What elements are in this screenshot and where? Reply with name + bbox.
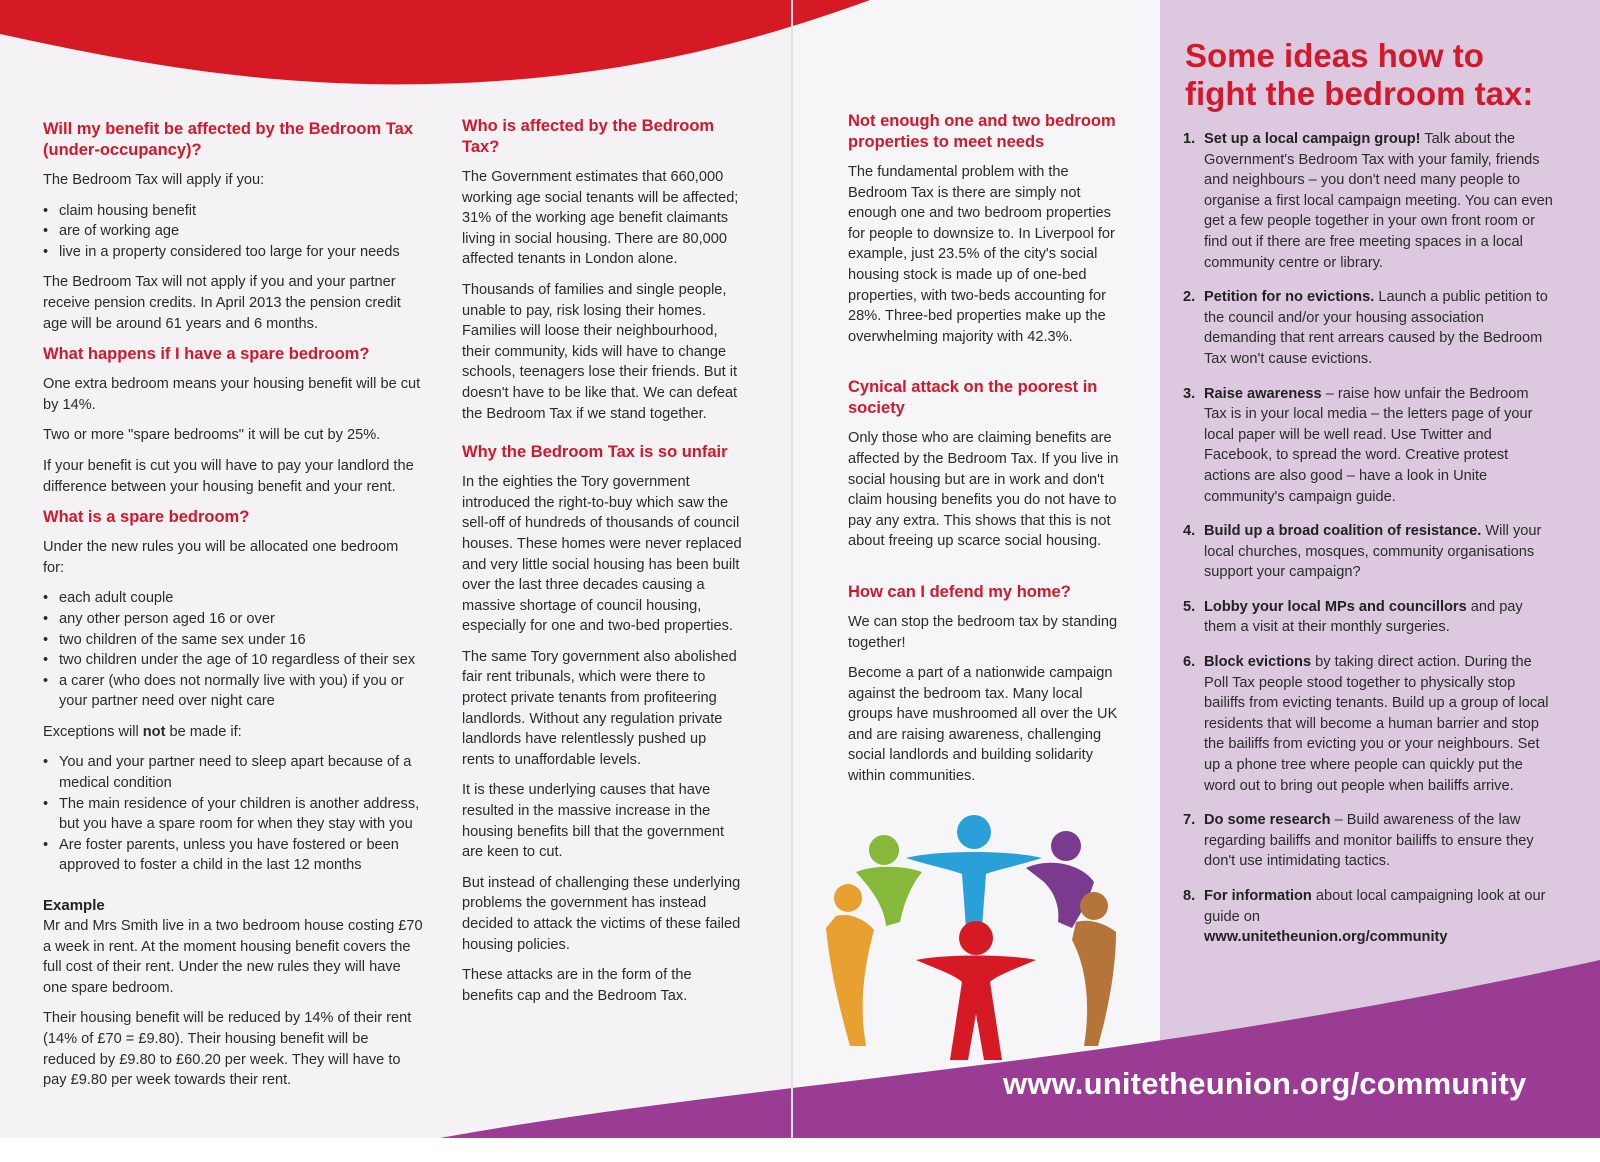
paragraph: The Bedroom Tax will not apply if you and your partner receive pension credits. In April 2013 the pension credit age will be around 61 years and 6 months. [43, 274, 401, 332]
allocated-bedroom-list [43, 588, 423, 712]
paragraph: Under the new rules you will be allocated one bedroom for: [43, 539, 399, 576]
idea-item: 4. Build up a broad coalition of resistance. Will your local churches, mosques, community organisations support your campaign? [1183, 523, 1542, 581]
list-item: • live in a property considered too large for your needs [59, 242, 423, 263]
paragraph: The Bedroom Tax will apply if you: [43, 172, 265, 188]
figure-green [856, 835, 922, 926]
idea-item: 2. Petition for no evictions. Launch a public petition to the council and/or your housing association demanding that rent arrears caused by the Bedroom Tax won't cause evictions. [1183, 289, 1548, 367]
figure-red [916, 921, 1036, 1060]
paragraph: In the eighties the Tory government introduced the right-to-buy which saw the sell-off of hundreds of thousands of council houses. These homes were never replaced and very little social housing has been built over the last three decades causing a massive shortage of council housing, especially for one and two-bed properties. [462, 474, 742, 635]
list-item: • The main residence of your children is another address, but you have a spare room for when they stay with you [59, 794, 423, 835]
list-item: • are of working age [59, 221, 423, 242]
community-circle-illustration [826, 810, 1126, 1070]
paragraph: It is these underlying causes that have resulted in the massive increase in the housing benefits bill that the government are keen to cut. [462, 782, 725, 861]
heading-who-affected: Who is affected by the Bedroom Tax? [462, 117, 715, 156]
figure-blue [906, 815, 1042, 928]
idea-item: 5. Lobby your local MPs and councillors and pay them a visit at their monthly surgeries. [1183, 598, 1523, 636]
exceptions-list [43, 752, 423, 876]
column-2 [462, 116, 742, 1016]
column-3 [848, 111, 1126, 797]
idea-item: 3. Raise awareness – raise how unfair the Bedroom Tax is in your local media – the letters page of your local paper will be well read. Use Twitter and Facebook, to spread the word. Creative protest actions are also good – have a look in Unite community's campaign guide. [1183, 385, 1533, 505]
paragraph: The Government estimates that 660,000 working age social tenants will be affected; 31% of the working age benefit claimants living in social housing. There are 80,000 affected tenants in London alone. [462, 169, 739, 268]
example-paragraph: Mr and Mrs Smith live in a two bedroom house costing £70 a week in rent. At the moment housing benefit covers the full cost of their rent. Under the new rules they will have one spare bedroom. [43, 918, 423, 996]
heading-cynical-attack: Cynical attack on the poorest in society [848, 378, 1098, 418]
footer-url-link[interactable]: www.unitetheunion.org/community [1003, 1066, 1527, 1101]
ideas-title: Some ideas how to fight the bedroom tax: [1185, 37, 1534, 112]
heading-what-is-spare-bedroom: What is a spare bedroom? [43, 508, 250, 527]
community-guide-link[interactable]: www.unitetheunion.org/community [1204, 929, 1448, 946]
paragraph: But instead of challenging these underlying problems the government has instead decided to attack the victims of these failed housing policies. [462, 874, 741, 953]
apply-if-list [43, 201, 423, 263]
figure-orange [826, 884, 874, 1046]
heading-benefit-affected: Will my benefit be affected by the Bedroom Tax (under-occupancy)? [43, 120, 413, 159]
ideas-list [1183, 129, 1553, 948]
column-4-ideas [1183, 37, 1553, 962]
paragraph: The fundamental problem with the Bedroom Tax is there are simply not enough one and two bedroom properties for people to downsize to. In Liverpool for example, just 23.5% of the city's social housing stock is made up of one-bed properties, with two-beds accounting for 28%. Three-bed properties make up the overwhelming majority with 42.3%. [848, 164, 1115, 345]
example-paragraph: Their housing benefit will be reduced by 14% of their rent (14% of £70 = £9.80). Their housing benefit will be reduced by £9.80 to £60.20 per week. They will have to pay £9.80 per week towards their rent. [43, 1010, 412, 1089]
heading-not-enough-properties: Not enough one and two bedroom properties to meet needs [848, 112, 1116, 151]
list-item: • Are foster parents, unless you have fostered or been approved to foster a child in the last 12 months [59, 835, 423, 876]
heading-why-unfair: Why the Bedroom Tax is so unfair [462, 443, 728, 462]
list-item: • two children under the age of 10 regardless of their sex [59, 650, 423, 671]
list-item: • claim housing benefit [59, 201, 423, 222]
paragraph: One extra bedroom means your housing benefit will be cut by 14%. [43, 376, 421, 413]
column-1 [43, 119, 423, 1101]
heading-spare-bedroom-happens: What happens if I have a spare bedroom? [43, 345, 370, 364]
example-title: Example [43, 897, 105, 915]
list-item: • any other person aged 16 or over [59, 609, 423, 630]
paragraph: Two or more "spare bedrooms" it will be cut by 25%. [43, 427, 381, 444]
list-item: • each adult couple [59, 588, 423, 609]
paragraph: Thousands of families and single people, unable to pay, risk losing their homes. Families will loose their neighbourhood, their community, kids will have to change schools, teenagers lose their friends. But it doesn't have to be like that. We can defeat the Bedroom Tax if we stand together. [462, 281, 738, 422]
heading-defend-home: How can I defend my home? [848, 582, 1071, 601]
paragraph: These attacks are in the form of the benefits cap and the Bedroom Tax. [462, 967, 692, 1004]
exceptions-paragraph: Exceptions will not be made if: [43, 723, 242, 740]
paragraph: Only those who are claiming benefits are affected by the Bedroom Tax. If you live in social housing but are in work and don't claim housing benefits you do not have to pay any extra. This shows that this is not about freeing up scarce social housing. [848, 430, 1119, 550]
idea-item: 8. For information about local campaigning look at our guide on www.unitetheunion.org/community [1183, 888, 1546, 946]
paragraph: Become a part of a nationwide campaign against the bedroom tax. Many local groups have mushroomed all over the UK and are raising awareness, challenging social landlords and building solidarity within communities. [848, 665, 1118, 785]
idea-item: 7. Do some research – Build awareness of the law regarding bailiffs and monitor bailiffs to ensure they don't use intimidating tactics. [1183, 812, 1534, 870]
paragraph: We can stop the bedroom tax by standing together! [848, 613, 1118, 651]
list-item: • two children of the same sex under 16 [59, 630, 423, 651]
paragraph: The same Tory government also abolished fair rent tribunals, which were there to protect private tenants from profiteering landlords. Without any regulation private landlords have relentlessly pushed up rents to unaffordable levels. [462, 648, 737, 768]
idea-item: 6. Block evictions by taking direct action. During the Poll Tax people stood together to physically stop bailiffs from evicting tenants. Build up a group of local residents that will become a human barrier and stop the bailiffs from evicting you or your neighbours. Set up a phone tree where people can quickly put the word out to bring out people when bailiffs arrive. [1183, 654, 1549, 794]
list-item: • You and your partner need to sleep apart because of a medical condition [59, 752, 423, 793]
paragraph: If your benefit is cut you will have to pay your landlord the difference between your housing benefit and your rent. [43, 457, 414, 495]
idea-item: 1. Set up a local campaign group! Talk about the Government's Bedroom Tax with your family, friends and neighbours – you don't need many people to organise a first local campaign meeting. You can even get a few people together in your own front room or find out if there are free meeting spaces in a local community centre or library. [1183, 131, 1553, 271]
list-item: • a carer (who does not normally live with you) if you or your partner need over night care [59, 671, 423, 712]
